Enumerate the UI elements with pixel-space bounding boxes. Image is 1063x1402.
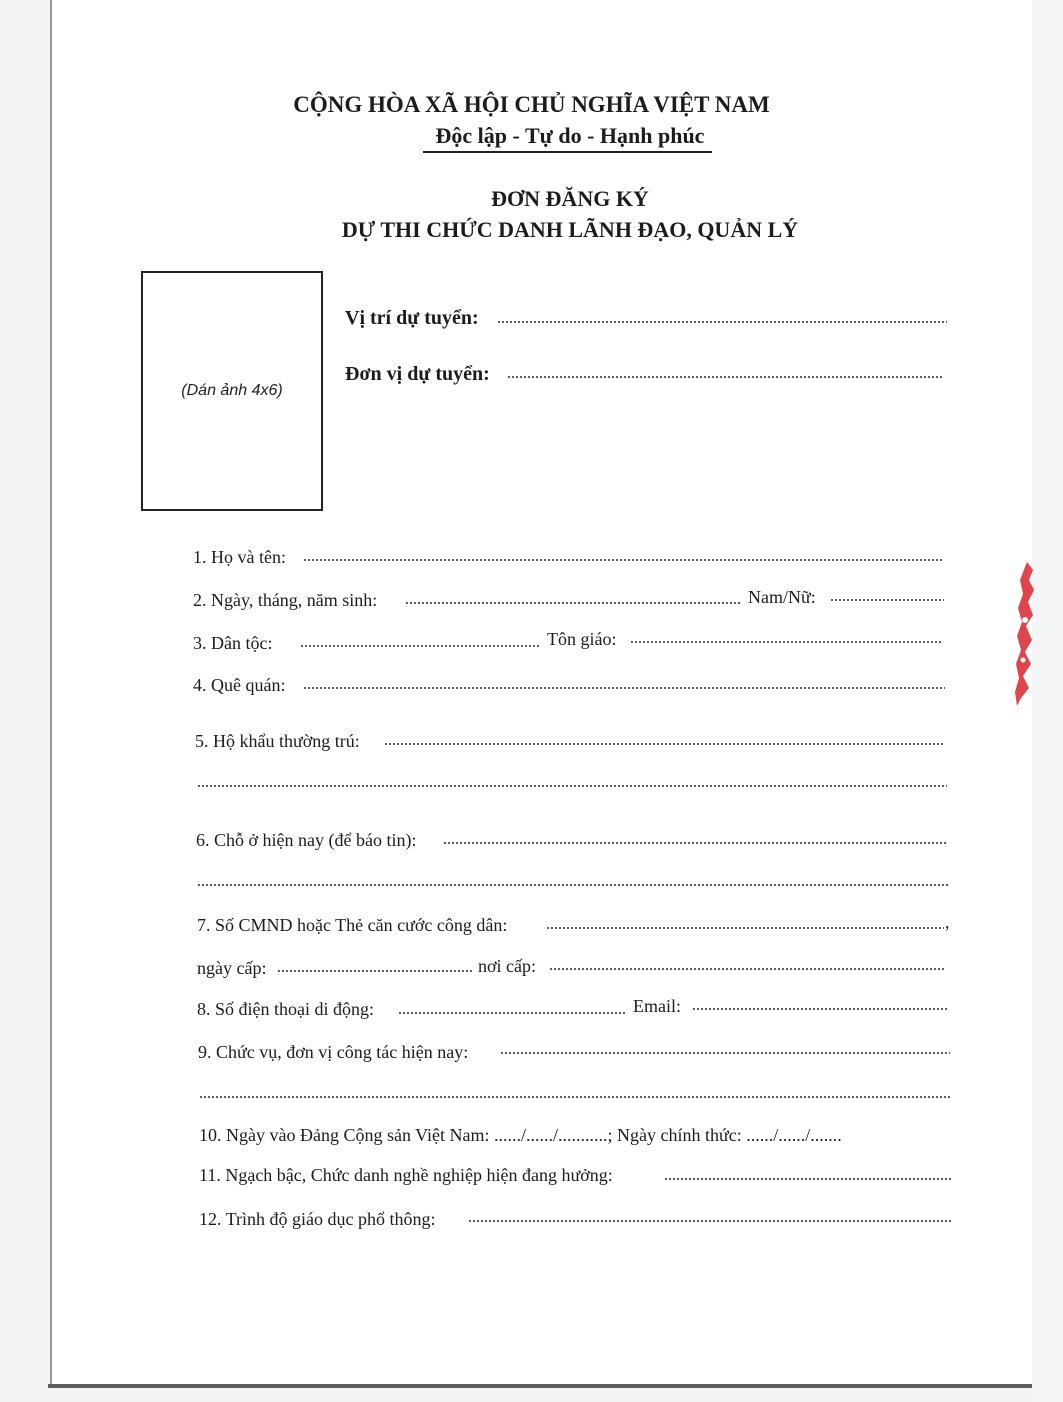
- birth-date-label: 2. Ngày, tháng, năm sinh:: [193, 590, 378, 610]
- hometown-label: 4. Quê quán:: [193, 675, 286, 695]
- full-name-input-line[interactable]: [303, 559, 943, 561]
- page-bottom-edge: [48, 1384, 1034, 1388]
- issue-date-input-line[interactable]: [277, 970, 472, 972]
- permanent-residence-input-line-2[interactable]: [197, 785, 947, 787]
- party-admission-date[interactable]: 10. Ngày vào Đảng Cộng sản Việt Nam: ....../....../...........; Ngày chính thức: ....../....../.......: [199, 1125, 842, 1145]
- full-name-label: 1. Họ và tên:: [193, 547, 286, 567]
- email-label: Email:: [633, 996, 681, 1016]
- general-education-label: 12. Trình độ giáo dục phổ thông:: [199, 1209, 436, 1229]
- form-subtitle: DỰ THI CHỨC DANH LÃNH ĐẠO, QUẢN LÝ: [341, 217, 799, 242]
- current-address-input-line-2[interactable]: [197, 884, 948, 886]
- ethnicity-input-line[interactable]: [300, 645, 540, 647]
- position-input-line[interactable]: [497, 321, 947, 323]
- email-input-line[interactable]: [692, 1008, 948, 1010]
- motto-underline: [423, 151, 712, 153]
- gender-label: Nam/Nữ:: [748, 587, 816, 607]
- unit-label: Đơn vị dự tuyển:: [345, 363, 490, 385]
- religion-label: Tôn giáo:: [547, 629, 617, 649]
- photo-box: [141, 271, 323, 511]
- permanent-residence-label: 5. Hộ khẩu thường trú:: [195, 731, 360, 751]
- country-heading: CỘNG HÒA XÃ HỘI CHỦ NGHĨA VIỆT NAM: [293, 92, 770, 117]
- motto: Độc lập - Tự do - Hạnh phúc: [435, 123, 705, 148]
- gender-input-line[interactable]: [830, 599, 944, 601]
- current-position-input-line-2[interactable]: [199, 1096, 950, 1098]
- current-address-input-line[interactable]: [443, 842, 948, 844]
- religion-input-line[interactable]: [630, 641, 943, 643]
- id-card-label: 7. Số CMND hoặc Thẻ căn cước công dân:: [197, 915, 508, 935]
- salary-grade-label: 11. Ngạch bậc, Chức danh nghề nghiệp hiện đang hưởng:: [199, 1165, 613, 1185]
- red-stamp-fragment: [1013, 560, 1035, 708]
- current-position-label: 9. Chức vụ, đơn vị công tác hiện nay:: [198, 1042, 469, 1062]
- issue-place-input-line[interactable]: [549, 968, 945, 970]
- salary-grade-input-line[interactable]: [664, 1178, 951, 1180]
- issue-place-label: nơi cấp:: [478, 956, 536, 976]
- general-education-input-line[interactable]: [468, 1220, 951, 1222]
- mobile-phone-label: 8. Số điện thoại di động:: [197, 999, 374, 1019]
- photo-placeholder-label: (Dán ảnh 4x6): [181, 382, 283, 399]
- issue-date-label: ngày cấp:: [197, 958, 267, 978]
- hometown-input-line[interactable]: [303, 687, 945, 689]
- current-position-input-line[interactable]: [500, 1052, 950, 1054]
- id-card-comma: ,: [945, 912, 950, 932]
- birth-date-input-line[interactable]: [405, 602, 741, 604]
- unit-input-line[interactable]: [507, 376, 944, 378]
- position-label: Vị trí dự tuyển:: [345, 307, 479, 329]
- mobile-phone-input-line[interactable]: [398, 1012, 626, 1014]
- current-address-label: 6. Chỗ ở hiện nay (để báo tin):: [196, 830, 417, 850]
- permanent-residence-input-line[interactable]: [384, 743, 945, 745]
- id-card-input-line[interactable]: [546, 927, 944, 929]
- form-title: ĐƠN ĐĂNG KÝ: [491, 186, 649, 211]
- ethnicity-label: 3. Dân tộc:: [193, 633, 273, 653]
